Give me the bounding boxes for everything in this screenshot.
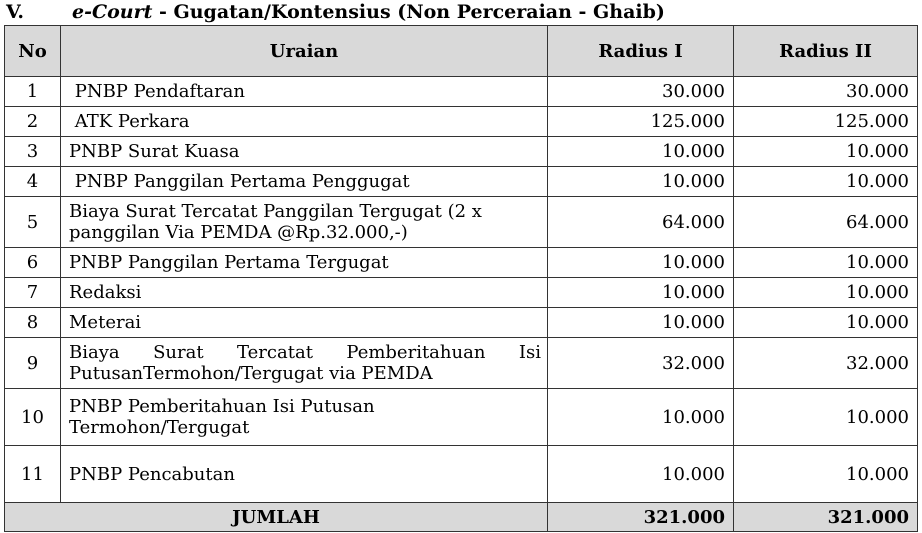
row-radius-2: 64.000	[734, 197, 918, 248]
row-no: 5	[5, 197, 61, 248]
row-uraian: PNBP Pencabutan	[61, 446, 548, 503]
row-no: 7	[5, 278, 61, 308]
row-radius-2: 10.000	[734, 308, 918, 338]
row-radius-1: 125.000	[548, 107, 734, 137]
header-uraian: Uraian	[61, 26, 548, 77]
table-row	[5, 77, 918, 107]
row-radius-1: 10.000	[548, 248, 734, 278]
total-radius-2: 321.000	[734, 503, 918, 532]
total-row	[5, 503, 918, 532]
row-radius-2: 10.000	[734, 389, 918, 446]
row-no: 9	[5, 338, 61, 389]
section-title-italic: e-Court	[72, 1, 153, 23]
row-no: 4	[5, 167, 61, 197]
row-uraian: PNBP Panggilan Pertama Tergugat	[61, 248, 548, 278]
row-radius-2: 10.000	[734, 167, 918, 197]
row-radius-2: 125.000	[734, 107, 918, 137]
table-row	[5, 389, 918, 446]
total-radius-1: 321.000	[548, 503, 734, 532]
table-row	[5, 137, 918, 167]
row-uraian: Redaksi	[61, 278, 548, 308]
section-title	[6, 0, 665, 24]
fee-table	[4, 25, 918, 532]
row-no: 2	[5, 107, 61, 137]
table-row	[5, 278, 918, 308]
table-row	[5, 167, 918, 197]
row-radius-1: 10.000	[548, 446, 734, 503]
row-no: 1	[5, 77, 61, 107]
row-uraian: PNBP Pendaftaran	[61, 77, 548, 107]
row-uraian: ATK Perkara	[61, 107, 548, 137]
row-radius-1: 10.000	[548, 308, 734, 338]
row-radius-1: 10.000	[548, 137, 734, 167]
row-radius-1: 32.000	[548, 338, 734, 389]
row-radius-2: 10.000	[734, 278, 918, 308]
total-label: JUMLAH	[5, 503, 548, 532]
row-no: 8	[5, 308, 61, 338]
row-radius-2: 10.000	[734, 248, 918, 278]
row-uraian: Meterai	[61, 308, 548, 338]
row-radius-2: 10.000	[734, 446, 918, 503]
table-row	[5, 248, 918, 278]
row-radius-2: 30.000	[734, 77, 918, 107]
table-header-row	[5, 26, 918, 77]
header-radius-1: Radius I	[548, 26, 734, 77]
row-no: 10	[5, 389, 61, 446]
row-uraian: PNBP Surat Kuasa	[61, 137, 548, 167]
row-radius-2: 32.000	[734, 338, 918, 389]
section-title-rest: - Gugatan/Kontensius (Non Perceraian - Ghaib)	[152, 1, 665, 23]
row-radius-2: 10.000	[734, 137, 918, 167]
row-radius-1: 64.000	[548, 197, 734, 248]
row-uraian: Biaya Surat Tercatat Pemberitahuan Isi PutusanTermohon/Tergugat via PEMDA	[61, 338, 548, 389]
row-radius-1: 10.000	[548, 278, 734, 308]
table-row	[5, 107, 918, 137]
row-no: 3	[5, 137, 61, 167]
row-no: 6	[5, 248, 61, 278]
row-uraian: PNBP Pemberitahuan Isi Putusan Termohon/Tergugat	[61, 389, 548, 446]
row-no: 11	[5, 446, 61, 503]
row-uraian: PNBP Panggilan Pertama Penggugat	[61, 167, 548, 197]
row-radius-1: 10.000	[548, 389, 734, 446]
row-radius-1: 30.000	[548, 77, 734, 107]
section-number: V.	[6, 1, 25, 23]
row-radius-1: 10.000	[548, 167, 734, 197]
header-no: No	[5, 26, 61, 77]
table-row	[5, 446, 918, 503]
header-radius-2: Radius II	[734, 26, 918, 77]
table-row	[5, 197, 918, 248]
row-uraian: Biaya Surat Tercatat Panggilan Tergugat (2 x panggilan Via PEMDA @Rp.32.000,-)	[61, 197, 548, 248]
table-row	[5, 338, 918, 389]
table-row	[5, 308, 918, 338]
